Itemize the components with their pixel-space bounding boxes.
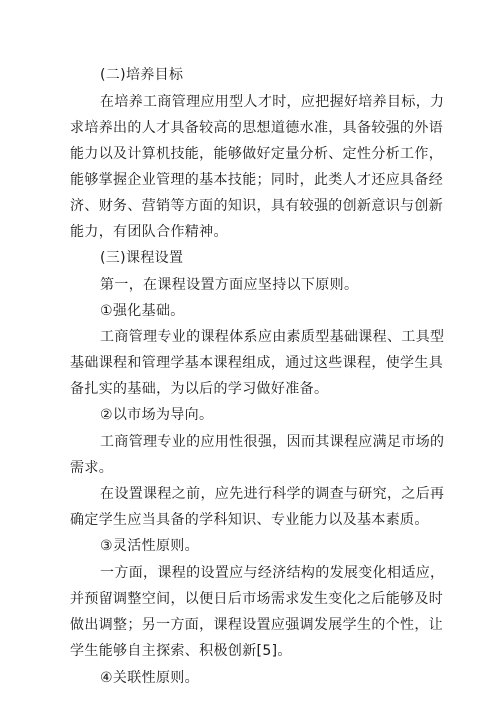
principle-heading: ④关联性原则。 <box>100 670 200 686</box>
paragraph-line: 确定学生应当具备的学科知识、专业能力以及基本素质。 <box>70 512 429 528</box>
paragraph-line: 一方面，课程的设置应与经济结构的发展变化相适应， <box>100 565 445 581</box>
section-heading-training-goals: (二)培养目标 <box>100 67 184 83</box>
paragraph-line: 工商管理专业的应用性很强，因而其课程应满足市场的 <box>100 434 445 450</box>
paragraph-line: 需求。 <box>70 460 114 476</box>
paragraph-line: 并预留调整空间，以便日后市场需求发生变化之后能够及时 <box>70 591 444 607</box>
paragraph-line: 备扎实的基础，为以后的学习做好准备。 <box>70 381 329 397</box>
principle-heading: ③灵活性原则。 <box>100 538 200 554</box>
principle-heading: ②以市场为导向。 <box>100 407 214 423</box>
paragraph-line: 在设置课程之前，应先进行科学的调查与研究，之后再 <box>100 486 445 502</box>
paragraph-line: 求培养出的人才具备较高的思想道德水准，具备较强的外语 <box>70 120 444 136</box>
paragraph-line: 学生能够自主探索、积极创新[5]。 <box>70 643 292 659</box>
paragraph-line: 能力以及计算机技能，能够做好定量分析、定性分析工作， <box>70 146 444 162</box>
paragraph-line: 做出调整；另一方面，课程设置应强调发展学生的个性，让 <box>70 617 444 633</box>
paragraph-line: 能力，有团队合作精神。 <box>70 224 228 240</box>
paragraph-line: 基础课程和管理学基本课程组成，通过这些课程，使学生具 <box>70 355 444 371</box>
paragraph-line: 工商管理专业的课程体系应由素质型基础课程、工具型 <box>100 329 445 345</box>
paragraph-line: 第一，在课程设置方面应坚持以下原则。 <box>100 277 359 293</box>
paragraph-line: 在培养工商管理应用型人才时，应把握好培养目标，力 <box>100 94 445 110</box>
section-heading-curriculum: (三)课程设置 <box>100 250 184 266</box>
paragraph-line: 济、财务、营销等方面的知识，具有较强的创新意识与创新 <box>70 198 444 214</box>
paragraph-line: 能够掌握企业管理的基本技能；同时，此类人才还应具备经 <box>70 172 444 188</box>
principle-heading: ①强化基础。 <box>100 303 185 319</box>
